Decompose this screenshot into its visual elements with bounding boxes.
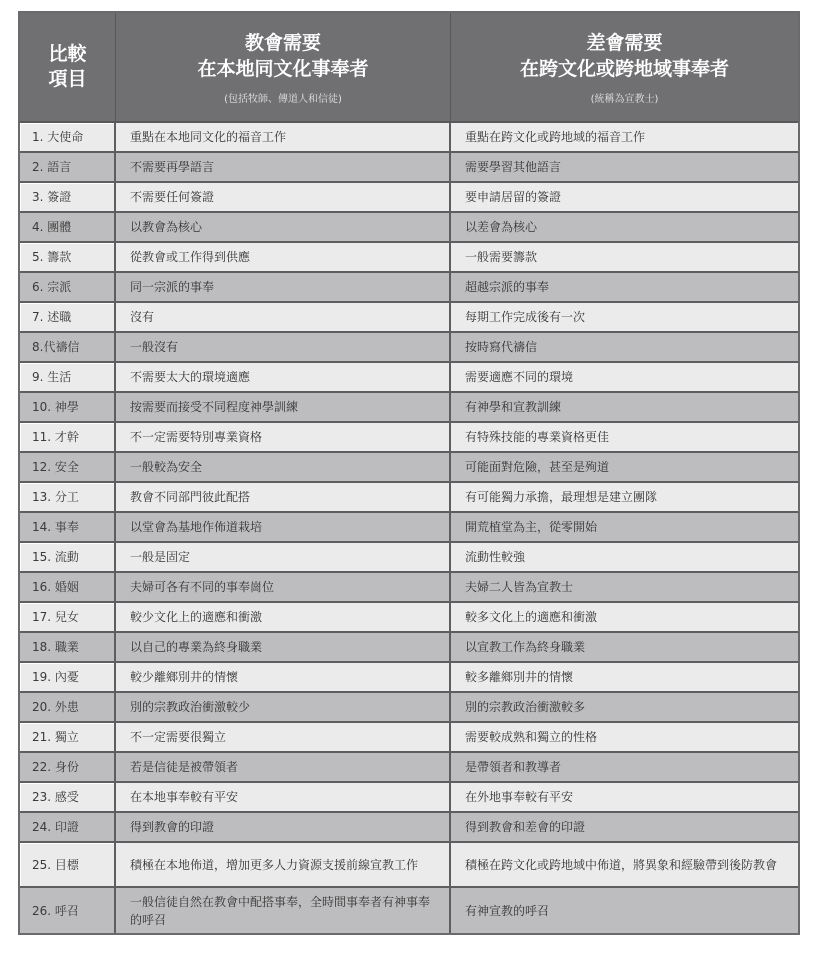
table-row xyxy=(20,393,798,423)
comparison-table xyxy=(18,11,800,935)
row-item-cell: 7. 述職 xyxy=(20,303,116,331)
row-item-cell: 6. 宗派 xyxy=(20,273,116,301)
row-mission-cell: 一般需要籌款 xyxy=(465,250,538,264)
table-row xyxy=(20,153,798,183)
row-church-cell: 以自己的專業為終身職業 xyxy=(116,633,451,661)
row-mission-cell: 積極在跨文化或跨地域中佈道，將異象和經驗帶到後防教會 xyxy=(465,857,778,872)
header-church-subtitle: (包括牧師、傳道人和信徒) xyxy=(224,93,342,105)
table-row xyxy=(20,573,798,603)
row-church-cell: 不需要太大的環境適應 xyxy=(116,363,451,391)
row-item-cell: 3. 簽證 xyxy=(20,183,116,211)
table-row xyxy=(20,273,798,303)
row-mission-cell: 需要適應不同的環境 xyxy=(465,370,574,384)
row-mission-cell: 有特殊技能的專業資格更佳 xyxy=(465,430,610,444)
row-mission-cell: 夫婦二人皆為宣教士 xyxy=(465,580,574,594)
row-mission-cell: 以差會為核心 xyxy=(465,220,538,234)
row-item-cell: 26. 呼召 xyxy=(20,888,116,933)
table-row xyxy=(20,213,798,243)
row-item-cell: 25. 目標 xyxy=(20,843,116,886)
header-church-title-line1: 教會需要 xyxy=(244,31,321,54)
row-church-cell: 教會不同部門彼此配搭 xyxy=(116,483,451,511)
row-church-cell: 一般較為安全 xyxy=(116,453,451,481)
table-row xyxy=(20,813,798,843)
table-row xyxy=(20,888,798,933)
row-mission-cell: 流動性較強 xyxy=(465,550,526,564)
row-item-cell: 21. 獨立 xyxy=(20,723,116,751)
table-row xyxy=(20,843,798,888)
table-row xyxy=(20,603,798,633)
row-church-cell: 以堂會為基地作佈道栽培 xyxy=(116,513,451,541)
row-church-cell: 別的宗教政治衝激較少 xyxy=(116,693,451,721)
row-mission-cell: 有可能獨力承擔，最理想是建立團隊 xyxy=(465,490,658,504)
row-item-cell: 24. 印證 xyxy=(20,813,116,841)
row-item-cell: 9. 生活 xyxy=(20,363,116,391)
row-mission-cell: 別的宗教政治衝激較多 xyxy=(465,700,586,714)
row-item-cell: 2. 語言 xyxy=(20,153,116,181)
table-row xyxy=(20,183,798,213)
header-item-label-line2: 項目 xyxy=(48,68,87,90)
row-church-cell: 按需要而接受不同程度神學訓練 xyxy=(116,393,451,421)
row-mission-cell: 得到教會和差會的印證 xyxy=(465,820,586,834)
table-row xyxy=(20,543,798,573)
row-mission-cell: 是帶領者和教導者 xyxy=(465,760,562,774)
row-mission-cell: 開荒植堂為主，從零開始 xyxy=(465,520,598,534)
table-row xyxy=(20,483,798,513)
row-mission-cell: 可能面對危險，甚至是殉道 xyxy=(465,460,610,474)
row-item-cell: 4. 團體 xyxy=(20,213,116,241)
row-church-cell: 較少離鄉別井的情懷 xyxy=(116,663,451,691)
row-mission-cell: 較多文化上的適應和衝激 xyxy=(465,610,598,624)
table-row xyxy=(20,243,798,273)
row-item-cell: 15. 流動 xyxy=(20,543,116,571)
row-mission-cell: 有神宣教的呼召 xyxy=(465,903,550,918)
row-church-cell: 不需要再學語言 xyxy=(116,153,451,181)
table-header xyxy=(20,13,798,123)
row-item-cell: 23. 感受 xyxy=(20,783,116,811)
row-item-cell: 14. 事奉 xyxy=(20,513,116,541)
row-mission-cell: 超越宗派的事奉 xyxy=(465,280,550,294)
row-mission-cell: 需要較成熟和獨立的性格 xyxy=(465,730,598,744)
row-item-cell: 5. 籌款 xyxy=(20,243,116,271)
row-church-cell: 一般沒有 xyxy=(116,333,451,361)
row-church-cell: 同一宗派的事奉 xyxy=(116,273,451,301)
row-item-cell: 22. 身份 xyxy=(20,753,116,781)
row-item-cell: 17. 兒女 xyxy=(20,603,116,631)
header-mission-subtitle: (統稱為宣教士) xyxy=(590,93,659,105)
row-mission-cell: 需要學習其他語言 xyxy=(465,160,562,174)
row-church-cell: 一般信徒自然在教會中配搭事奉，全時間事奉者有神事奉的呼召 xyxy=(116,888,451,933)
row-church-cell: 以教會為核心 xyxy=(116,213,451,241)
table-row xyxy=(20,693,798,723)
header-item-cell xyxy=(20,13,116,121)
row-item-cell: 16. 婚姻 xyxy=(20,573,116,601)
header-item-label-line1: 比較 xyxy=(48,43,87,65)
header-church-cell xyxy=(116,13,451,121)
row-item-cell: 20. 外患 xyxy=(20,693,116,721)
row-item-cell: 12. 安全 xyxy=(20,453,116,481)
table-row xyxy=(20,363,798,393)
row-church-cell: 沒有 xyxy=(116,303,451,331)
row-church-cell: 從教會或工作得到供應 xyxy=(116,243,451,271)
row-church-cell: 不一定需要很獨立 xyxy=(116,723,451,751)
row-church-cell: 一般是固定 xyxy=(116,543,451,571)
row-church-cell: 重點在本地同文化的福音工作 xyxy=(116,123,451,151)
header-mission-title-line2: 在跨文化或跨地域事奉者 xyxy=(519,57,729,80)
row-item-cell: 10. 神學 xyxy=(20,393,116,421)
row-church-cell: 較少文化上的適應和衝激 xyxy=(116,603,451,631)
header-church-title-line2: 在本地同文化事奉者 xyxy=(197,57,369,80)
row-item-cell: 19. 內憂 xyxy=(20,663,116,691)
table-row xyxy=(20,453,798,483)
row-mission-cell: 要申請居留的簽證 xyxy=(465,190,562,204)
table-row xyxy=(20,783,798,813)
table-row xyxy=(20,123,798,153)
row-item-cell: 8.代禱信 xyxy=(20,333,116,361)
row-item-cell: 18. 職業 xyxy=(20,633,116,661)
header-mission-title-line1: 差會需要 xyxy=(586,31,663,54)
table-row xyxy=(20,663,798,693)
row-mission-cell: 有神學和宣教訓練 xyxy=(465,400,562,414)
row-mission-cell: 較多離鄉別井的情懷 xyxy=(465,670,574,684)
row-item-cell: 11. 才幹 xyxy=(20,423,116,451)
row-mission-cell: 在外地事奉較有平安 xyxy=(465,790,574,804)
table-row xyxy=(20,333,798,363)
table-row xyxy=(20,633,798,663)
row-item-cell: 13. 分工 xyxy=(20,483,116,511)
table-row xyxy=(20,723,798,753)
row-item-cell: 1. 大使命 xyxy=(20,123,116,151)
header-mission-cell xyxy=(451,13,798,121)
table-row xyxy=(20,753,798,783)
table-row xyxy=(20,513,798,543)
row-church-cell: 不一定需要特別專業資格 xyxy=(116,423,451,451)
row-church-cell: 若是信徒是被帶領者 xyxy=(116,753,451,781)
row-mission-cell: 按時寫代禱信 xyxy=(465,340,538,354)
row-church-cell: 在本地事奉較有平安 xyxy=(116,783,451,811)
row-church-cell: 得到教會的印證 xyxy=(116,813,451,841)
row-mission-cell: 每期工作完成後有一次 xyxy=(465,310,586,324)
row-church-cell: 不需要任何簽證 xyxy=(116,183,451,211)
table-body xyxy=(20,123,798,933)
row-church-cell: 夫婦可各有不同的事奉崗位 xyxy=(116,573,451,601)
row-mission-cell: 以宣教工作為終身職業 xyxy=(465,640,586,654)
table-row xyxy=(20,423,798,453)
row-mission-cell: 重點在跨文化或跨地域的福音工作 xyxy=(465,130,646,144)
table-row xyxy=(20,303,798,333)
row-church-cell: 積極在本地佈道，增加更多人力資源支援前線宣教工作 xyxy=(116,843,451,886)
